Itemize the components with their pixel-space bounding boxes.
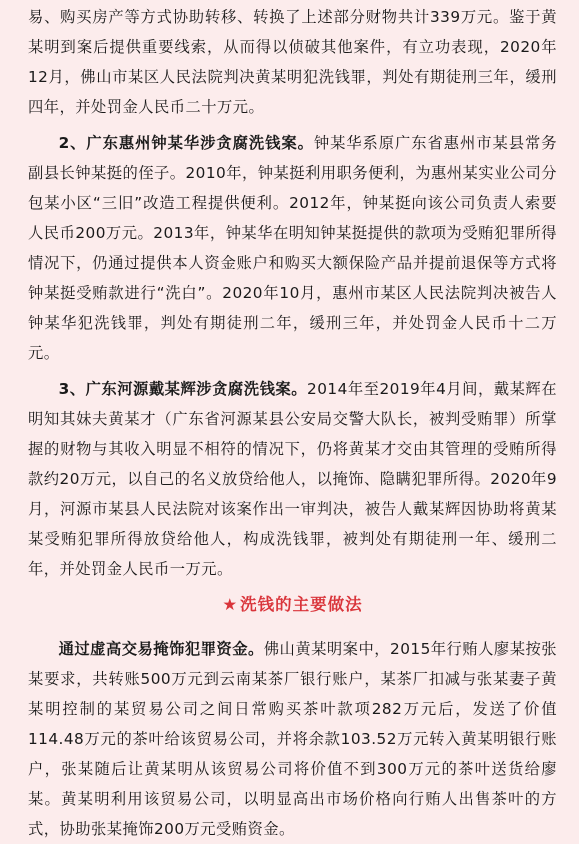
paragraph-method-1	[28, 634, 557, 844]
paragraph-case-1-continued: 易、购买房产等方式协助转移、转换了上述部分财物共计339万元。鉴于黄某明到案后提供重要线索，从而得以侦破其他案件，有立功表现，2020年12月，佛山市某区人民法院判决黄某明犯洗钱罪，判处有期徒刑三年，缓刑四年，并处罚金人民币二十万元。	[28, 8, 557, 116]
paragraph-case-2	[28, 128, 557, 368]
case-2-body: 钟某华系原广东省惠州市某县常务副县长钟某挺的侄子。2010年，钟某挺利用职务便利，为惠州某实业公司分包某小区“三旧”改造工程提供便利。2012年，钟某挺向该公司负责人索要人民币200万元。2013年，钟某华在明知钟某挺提供的款项为受贿犯罪所得情况下，仍通过提供本人资金账户和购买大额保险产品并提前退保等方式将钟某挺受贿款进行“洗白”。2020年10月，惠州市某区人民法院判决被告人钟某华犯洗钱罪，判处有期徒刑二年，缓刑三年，并处罚金人民币十二万元。	[28, 134, 557, 362]
case-3-body: 2014年至2019年4月间，戴某辉在明知其妹夫黄某才（广东省河源某县公安局交警大队长，被判受贿罪）所掌握的财物与其收入明显不相符的情况下，仍将黄某才交由其管理的受贿所得款约20万元，以自己的名义放贷给他人，以掩饰、隐瞒犯罪所得。2020年9月，河源市某县人民法院对该案作出一审判决，被告人戴某辉因协助将黄某某受贿犯罪所得放贷给他人，构成洗钱罪，被判处有期徒刑一年、缓刑二年，并处罚金人民币一万元。	[28, 380, 557, 578]
section-title-text: 洗钱的主要做法	[240, 595, 363, 614]
section-title	[28, 590, 557, 620]
method-1-body: 佛山黄某明案中，2015年行贿人廖某按张某要求，共转账500万元到云南某茶厂银行账户，某茶厂扣减与张某妻子黄某明控制的某贸易公司之间日常购买茶叶款项282万元后，发送了价值114.48万元的茶叶给该贸易公司，并将余款103.52万元转入黄某明银行账户，张某随后让黄某明从该贸易公司将价值不到300万元的茶叶送货给廖某。黄某明利用该贸易公司，以明显高出市场价格向行贿人出售茶叶的方式，协助张某掩饰200万元受贿资金。	[28, 640, 557, 838]
case-2-heading: 2、广东惠州钟某华涉贪腐洗钱案。	[58, 134, 314, 152]
method-1-heading: 通过虚高交易掩饰犯罪资金。	[58, 640, 264, 658]
case-3-heading: 3、广东河源戴某辉涉贪腐洗钱案。	[58, 380, 308, 398]
paragraph-case-3	[28, 374, 557, 584]
star-icon: ★	[222, 595, 239, 614]
